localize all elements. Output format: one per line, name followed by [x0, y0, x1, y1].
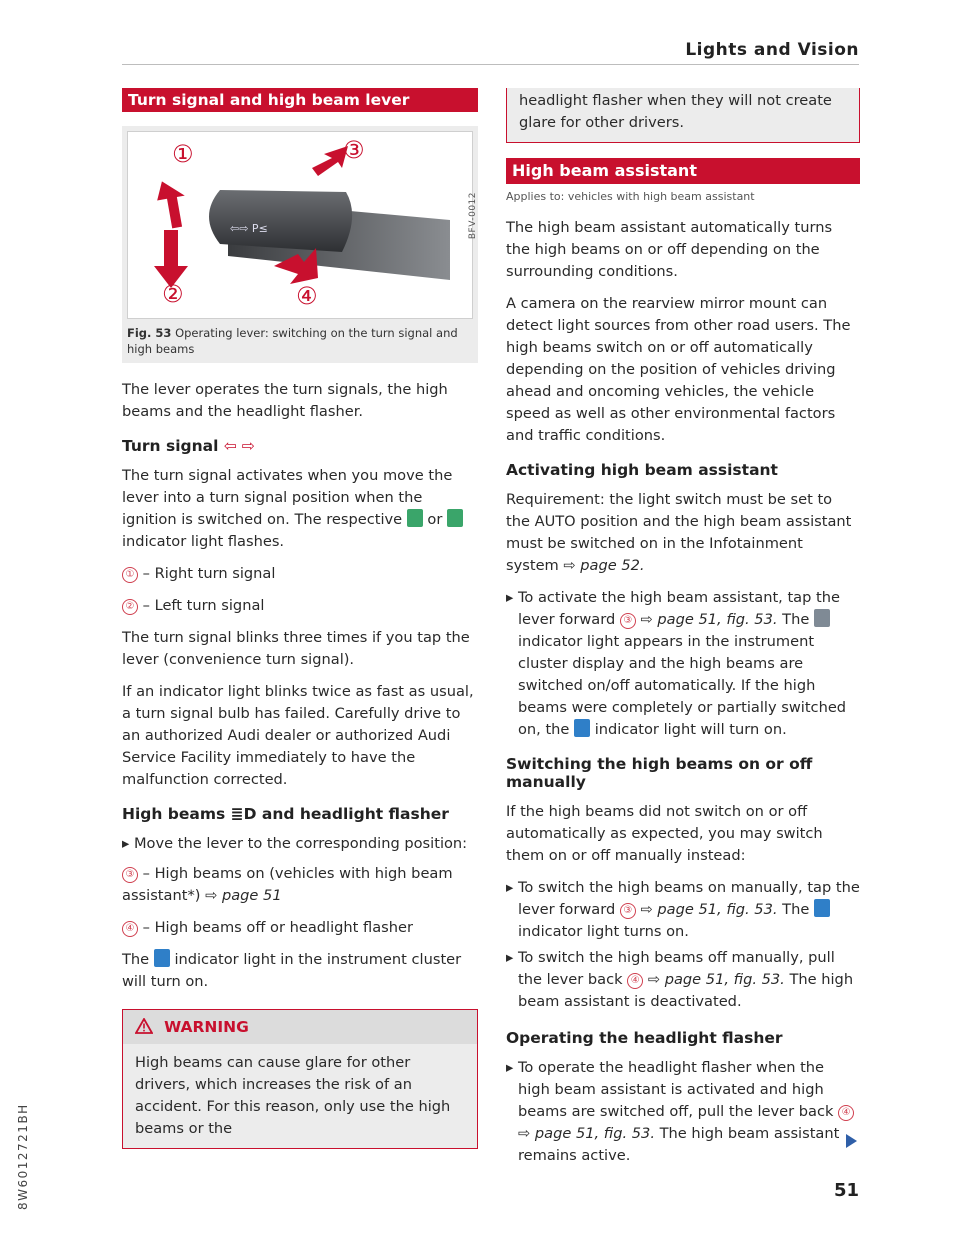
high-beam-para-a: The: [122, 951, 150, 968]
activating-step: ▸ To activate the high beam assistant, tap the lever forward ③ ⇨ page 51, fig. 53. The indicator light appears in the instrument cluster display and the high beams are switched on/off automatically. If the high beams were completely or partially switched on, the indicator light will turn on.: [506, 589, 847, 738]
right-turn-indicator-icon: [447, 509, 463, 527]
activating-step-d: indicator light will turn on.: [594, 721, 787, 738]
turn-signal-para-or: or: [427, 511, 443, 528]
header-rule: [122, 64, 859, 65]
high-beam-indicator-icon: [154, 949, 170, 967]
activating-step-number: ③: [620, 613, 636, 629]
item-3-text: – High beams on (vehicles with high beam assistant*): [122, 865, 453, 904]
manual-step-on-a: To switch the high beams on manually, tap the lever forward: [517, 879, 860, 918]
high-beams-heading: High beams ≣D and headlight flasher: [122, 805, 449, 823]
flasher-heading: Operating the headlight flasher: [506, 1029, 783, 1047]
item-3-number: ③: [122, 867, 138, 883]
step-move-lever-text: Move the lever to the corresponding position:: [133, 835, 468, 852]
turn-signal-para-b: indicator light flashes.: [122, 533, 285, 550]
left-turn-indicator-icon: [407, 509, 423, 527]
applies-to: Applies to: vehicles with high beam assistant: [506, 190, 755, 203]
turn-signal-glyphs: ⇦ ⇨: [223, 437, 255, 455]
lever-arrow-up: [154, 178, 190, 230]
activating-req-text: Requirement: the light switch must be set to the AUTO position and the high beam assistant must be switched on in the Infotainment system: [506, 491, 852, 574]
bulb-failure-para: If an indicator light blinks twice as fast as usual, a turn signal bulb has failed. Carefully drive to an authorized Audi dealer or authorized Audi Service Facility immediately to have the malfunction corrected.: [122, 683, 474, 788]
assistant-intro: The high beam assistant automatically turns the high beams on or off depending on the surrounding conditions.: [506, 219, 833, 280]
page-number: 51: [833, 1180, 859, 1201]
warning-title: WARNING: [164, 1018, 249, 1036]
callout-4: ④: [296, 282, 318, 310]
item-2-text: – Left turn signal: [142, 597, 265, 614]
turn-signal-heading-text: Turn signal: [122, 437, 219, 455]
item-high-beams-off: [122, 917, 478, 939]
manual-intro: If the high beams did not switch on or off automatically as expected, you may switch them on or off manually instead:: [506, 803, 823, 864]
high-beam-indicator-para: [122, 949, 478, 993]
warning-text: High beams can cause glare for other drivers, which increases the risk of an accident. For this reason, only use the high beams or the: [123, 1044, 477, 1148]
turn-signal-para-a: The turn signal activates when you move the lever into a turn signal position when the ignition is switched on. The respective: [122, 467, 453, 528]
auto-high-beam-icon: [814, 609, 830, 627]
flasher-step: ▸ To operate the headlight flasher when the high beam assistant is activated and high beams are switched off, pull the lever back ④ ⇨ page 51, fig. 53. The high beam assistant remains active.: [506, 1057, 860, 1167]
activating-req-ref-link[interactable]: ⇨ page 52.: [563, 557, 645, 574]
flasher-step-a: To operate the headlight flasher when the high beam assistant is activated and high beams are switched off, pull the lever back: [517, 1059, 834, 1120]
activating-step-c: indicator light appears in the instrument cluster display and the high beams are switched on/off automatically. If the high beams were completely or partially switched on, the: [518, 633, 847, 738]
manual-step-off-ref-link[interactable]: ⇨ page 51, fig. 53.: [647, 971, 785, 988]
manual-high-beam-icon: [814, 899, 830, 917]
doc-code: 8W6012721BH: [16, 1103, 30, 1210]
manual-step-on-c: indicator light turns on.: [518, 923, 689, 940]
continued-warning-box: headlight flasher when they will not create glare for other drivers.: [506, 88, 860, 143]
item-right-turn: [122, 563, 478, 585]
activating-step-a: To activate the high beam assistant, tap the lever forward: [517, 589, 840, 628]
activating-step-ref-link[interactable]: ⇨ page 51, fig. 53.: [640, 611, 778, 628]
callout-3: ③: [343, 136, 365, 164]
item-4-text: – High beams off or headlight flasher: [142, 919, 413, 936]
figure-caption-label: Fig. 53: [127, 326, 172, 340]
warning-box: [122, 1009, 478, 1149]
figure: [122, 126, 478, 363]
flasher-step-number: ④: [838, 1105, 854, 1121]
figure-image: [127, 131, 478, 319]
figure-code: BFV-0012: [468, 192, 478, 240]
item-2-number: ②: [122, 599, 138, 615]
assistant-indicator-icon: [574, 719, 590, 737]
manual-step-on-ref-link[interactable]: ⇨ page 51, fig. 53.: [640, 901, 778, 918]
flasher-step-b: The high beam assistant remains active.: [518, 1125, 840, 1164]
activating-heading: Activating high beam assistant: [506, 461, 778, 479]
flasher-step-ref-link[interactable]: ⇨ page 51, fig. 53.: [518, 1125, 655, 1142]
manual-step-off-b: The high beam assistant is deactivated.: [518, 971, 854, 1010]
section-title: Lights and Vision: [685, 40, 859, 60]
figure-caption-text: Operating lever: switching on the turn signal and high beams: [127, 326, 458, 356]
manual-step-off: ▸ To switch the high beams off manually, pull the lever back ④ ⇨ page 51, fig. 53. The high beam assistant is deactivated.: [506, 949, 854, 1010]
lever-icons: ⇦⇨ P≤: [230, 222, 268, 235]
convenience-para: The turn signal blinks three times if you tap the lever (convenience turn signal).: [122, 629, 470, 668]
manual-step-off-a: To switch the high beams off manually, pull the lever back: [517, 949, 835, 988]
activating-step-b: The: [782, 611, 810, 628]
assistant-camera: A camera on the rearview mirror mount can detect light sources from other road users. The high beams switch on or off automatically depending on the position of vehicles driving ahead and oncoming vehicles, the vehicle speed as well as other environmental factors and traffic conditions.: [506, 295, 851, 444]
manual-step-on-b: The: [782, 901, 810, 918]
item-4-number: ④: [122, 921, 138, 937]
manual-step-on-number: ③: [620, 903, 636, 919]
continue-arrow-icon: [846, 1134, 857, 1148]
manual-step-off-number: ④: [627, 973, 643, 989]
manual-heading: Switching the high beams on or off manually: [506, 755, 813, 791]
activating-requirement: [506, 489, 860, 577]
item-left-turn: [122, 595, 478, 617]
turn-signal-para: [122, 465, 478, 553]
step-move-lever: ▸ Move the lever to the corresponding position:: [122, 835, 468, 852]
manual-step-on: ▸ To switch the high beams on manually, tap the lever forward ③ ⇨ page 51, fig. 53. The indicator light turns on.: [506, 879, 860, 940]
right-column: [506, 88, 860, 1171]
section-banner: Turn signal and high beam lever: [122, 88, 478, 112]
item-high-beams-on: [122, 863, 478, 907]
callout-1: ①: [172, 140, 194, 168]
warning-header: [123, 1010, 477, 1044]
intro-text: The lever operates the turn signals, the high beams and the headlight flasher.: [122, 381, 448, 420]
callout-2: ②: [162, 280, 184, 308]
item-1-number: ①: [122, 567, 138, 583]
item-3-ref-link[interactable]: ⇨ page 51: [205, 887, 282, 904]
high-beam-assistant-banner: High beam assistant: [506, 158, 860, 184]
left-column: [122, 88, 478, 1149]
warning-triangle-icon: [135, 1018, 153, 1034]
lever-body: [209, 190, 352, 252]
figure-caption: [127, 325, 473, 357]
high-beam-para-b: indicator light in the instrument cluster will turn on.: [122, 951, 462, 990]
item-1-text: – Right turn signal: [142, 565, 276, 582]
turn-signal-heading: [122, 437, 478, 455]
